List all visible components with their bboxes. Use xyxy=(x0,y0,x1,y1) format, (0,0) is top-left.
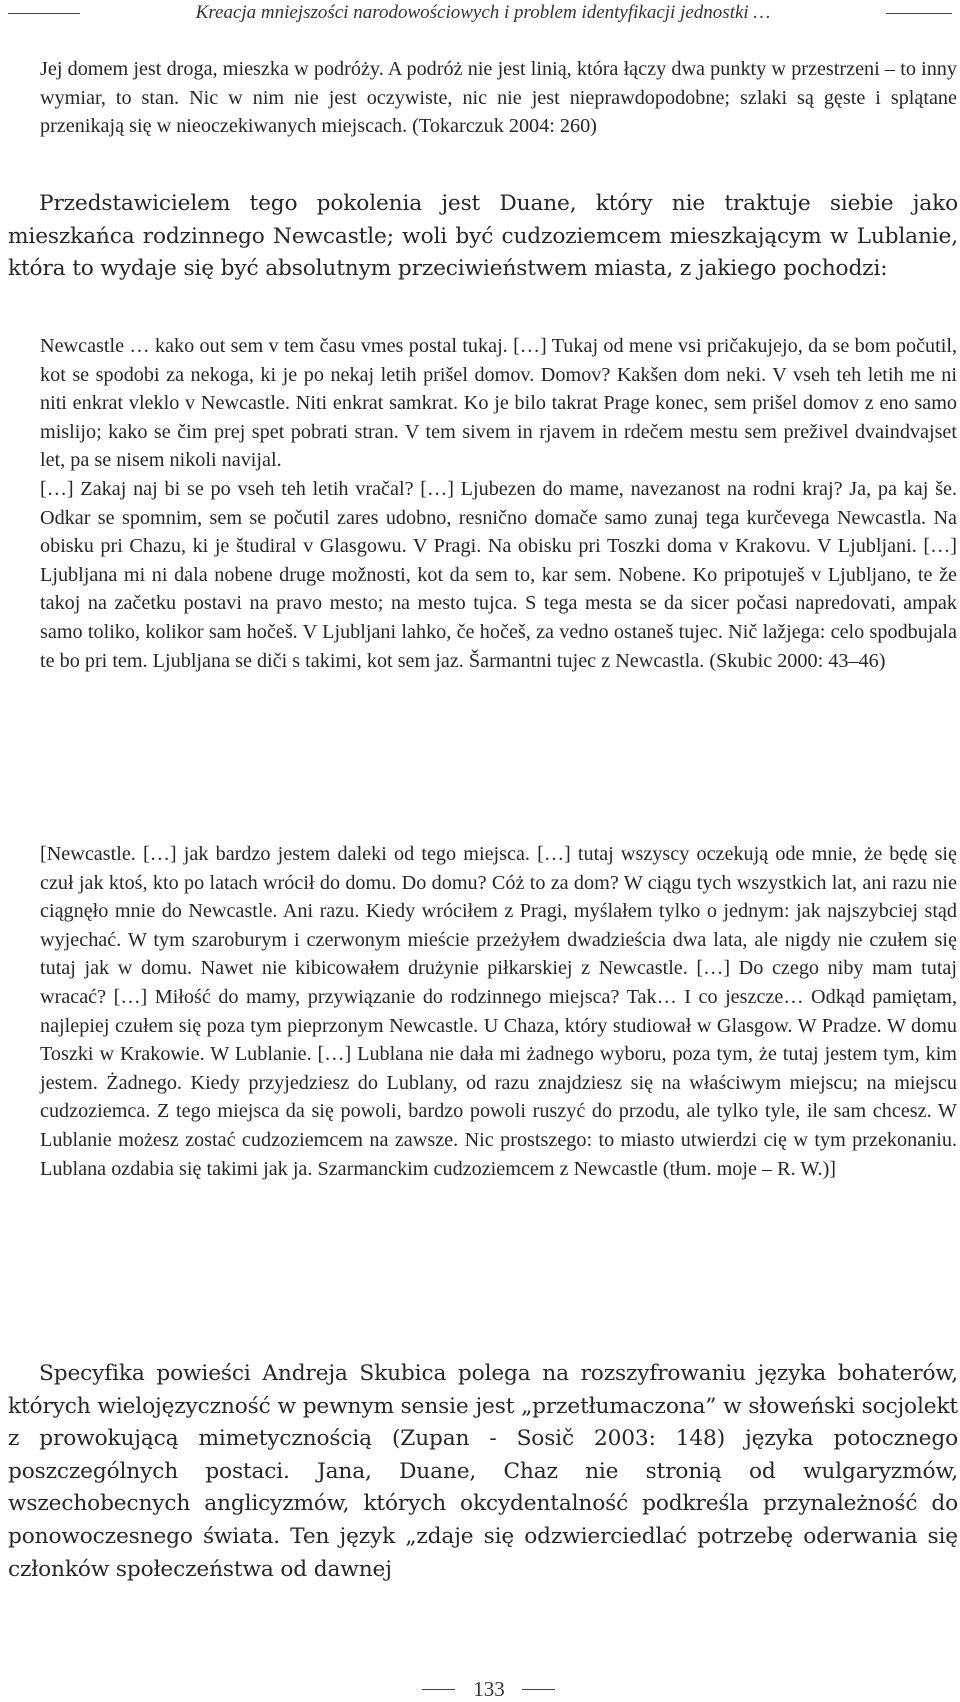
running-head-title: Kreacja mniejszości narodowościowych i problem identyfikacji jednostki … xyxy=(195,2,771,23)
running-head-rule-left xyxy=(8,13,80,14)
page-number: 133 xyxy=(473,1677,505,1701)
block-quote-slovene xyxy=(40,332,957,675)
running-head-rule-right xyxy=(886,13,952,14)
quote-slovene-part2: […] Zakaj naj bi se po vseh teh letih vračal? […] Ljubezen do mame, navezanost na rodni kraj? Ja, pa kaj še. Odkar se spomnim, sem se počutil zares udobno, resnično domače samo zunaj tega kurčevega Newcastla. Na obisku pri Chazu, ki je študiral v Glasgowu. V Pragi. Na obisku pri Toszki doma v Krakovu. V Ljubljani. […] Ljubljana mi ni dala nobene druge možnosti, kot da sem to, kar sem. Nobene. Ko pripotuješ v Ljubljano, te že takoj na začetku postavi na pravo mesto; na mesto tujca. S tega mesta se da sicer počasi napredovati, ampak samo toliko, kolikor sam hočeš. V Ljubljani lahko, če hočeš, za vedno ostaneš tujec. Nič lažjega: celo spodbujala te bo pri tem. Ljubljana se diči s takimi, kot sem jaz. Šarmantni tujec z Newcastla. (Skubic 2000: 43–46) xyxy=(40,477,957,672)
folio-rule-right xyxy=(522,1689,555,1690)
quote-slovene-part1: Newcastle … kako out sem v tem času vmes postal tukaj. […] Tukaj od mene vsi pričakujejo, da se bom počutil, kot se spodobi za nekoga, ki je po nekaj letih prišel domov. Domov? Kakšen dom neki. V vseh teh letih me ni niti enkrat vleklo v Newcastle. Niti enkrat samkrat. Ko je bilo takrat Prage konec, sem prišel domov z eno samo mislijo; kako se čim prej spet pobrati stran. V tem sivem in rjavem in rdečem mestu sem preživel dvaindvajset let, pa se nisem nikoli navijal. xyxy=(40,335,957,472)
paragraph-duane: Przedstawicielem tego pokolenia jest Duane, który nie traktuje siebie jako mieszkańca rodzinnego Newcastle; woli być cudzoziemcem mieszkającym w Lublanie, która to wydaje się być absolutnym przeciwieństwem miasta, z jakiego pochodzi: xyxy=(8,191,958,282)
page-folio xyxy=(0,1677,960,1701)
paragraph-skubic: Specyfika powieści Andreja Skubica polega na rozszyfrowaniu języka bohaterów, których wielojęzyczność w pewnym sensie jest „przetłumaczona” w słoweński socjolekt z prowokującą mimetycznością (Zupan - Sosič 2003: 148) języka potocznego poszczególnych postaci. Jana, Duane, Chaz nie stronią od wulgaryzmów, wszechobecnych anglicyzmów, których okcydentalność podkreśla przynależność do ponowoczesnego świata. Ten język „zdaje się odzwierciedlać potrzebę oderwania się członków społeczeństwa od dawnej xyxy=(8,1361,958,1582)
block-quote-tokarczuk xyxy=(40,55,957,141)
running-head xyxy=(0,0,960,28)
quote-text: Jej domem jest droga, mieszka w podróży. A podróż nie jest linią, która łączy dwa punkty w przestrzeni – to inny wymiar, to stan. Nic w nim nie jest oczywiste, nic nie jest nieprawdopodobne; szlaki są gęste i splątane przenikają się w nieoczekiwanych miejscach. (Tokarczuk 2004: 260) xyxy=(40,58,957,138)
folio-rule-left xyxy=(422,1689,455,1690)
block-quote-translation xyxy=(40,840,957,1183)
quote-translation-text: [Newcastle. […] jak bardzo jestem daleki od tego miejsca. […] tutaj wszyscy oczekują ode mnie, że będę się czuł jak ktoś, kto po latach wrócił do domu. Do domu? Cóż to za dom? W ciągu tych wszystkich lat, ani razu nie ciągnęło mnie do Newcastle. Ani razu. Kiedy wróciłem z Pragi, myślałem tylko o jednym: jak najszybciej stąd wyjechać. W tym szaroburym i czerwonym mieście przeżyłem dwadzieścia dwa lata, ale nigdy nie czułem się tutaj jak w domu. Nawet nie kibicowałem drużynie piłkarskiej z Newcastle. […] Do czego niby mam tutaj wracać? […] Miłość do mamy, przywiązanie do rodzinnego miejsca? Tak… I co jeszcze… Odkąd pamiętam, najlepiej czułem się poza tym pieprzonym Newcastle. U Chaza, który studiował w Glasgow. W Pradze. W domu Toszki w Krakowie. W Lublanie. […] Lublana nie dała mi żadnego wyboru, poza tym, że tutaj jestem tym, kim jestem. Żadnego. Kiedy przyjedziesz do Lublany, od razu znajdziesz się na właściwym miejscu; na miejscu cudzoziemca. Z tego miejsca da się powoli, bardzo powoli ruszyć do przodu, ale tylko tyle, ile sam chcesz. W Lublanie możesz zostać cudzoziemcem na zawsze. Nic prostszego: to miasto utwierdzi cię w tym przekonaniu. Lublana ozdabia się takimi jak ja. Szarmanckim cudzoziemcem z Newcastle (tłum. moje – R. W.)] xyxy=(40,843,957,1180)
